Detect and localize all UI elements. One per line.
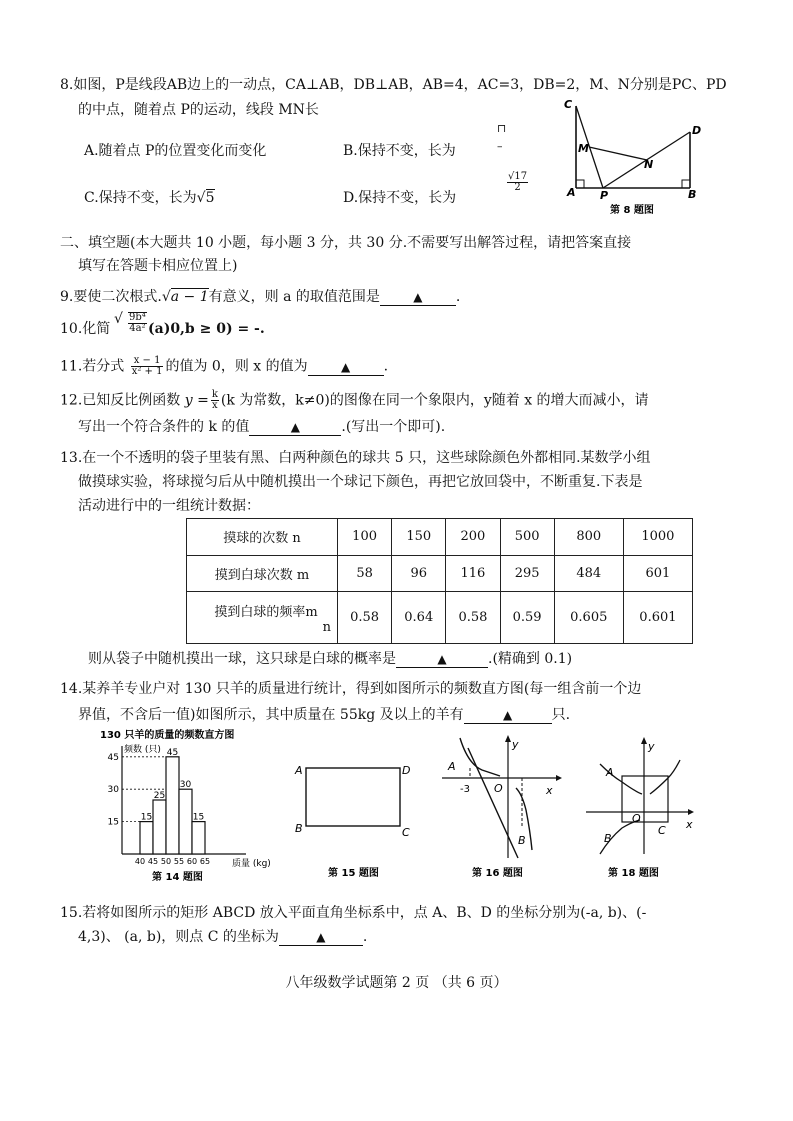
chart-ylabel: 频数 (只) bbox=[124, 745, 161, 755]
sqrt-symbol: √ bbox=[161, 289, 171, 305]
q15-answer-blank[interactable] bbox=[279, 929, 363, 946]
table-cell: 0.58 bbox=[446, 592, 500, 644]
sqrt-symbol: √ bbox=[196, 190, 206, 206]
table-row bbox=[187, 555, 693, 592]
fig8-label-d: D bbox=[692, 124, 702, 137]
q8-line1: 8.如图，P是线段AB边上的一动点，CA⊥AB，DB⊥AB，AB=4，AC=3，DB=2，M、N分别是PC、PD bbox=[60, 77, 727, 93]
q8-option-c bbox=[84, 189, 215, 207]
x-tick-label: 60 bbox=[186, 857, 198, 866]
section2-line2: 填写在答题卡相应位置上) bbox=[78, 258, 238, 274]
fig16-label-a: A bbox=[448, 760, 456, 773]
q8-option-a: A.随着点 P的位置变化而变化 bbox=[84, 143, 267, 159]
table-cell: 295 bbox=[500, 555, 554, 592]
bar-value-label: 25 bbox=[153, 791, 166, 801]
q9-answer-blank[interactable] bbox=[380, 289, 456, 306]
fig18-label-x: x bbox=[686, 818, 693, 831]
fig16-label-x: x bbox=[546, 784, 553, 797]
chart-bar bbox=[179, 789, 192, 854]
q14-end: 只. bbox=[551, 707, 571, 723]
table-cell: 58 bbox=[338, 555, 392, 592]
q13-line2: 做摸球实验，将球搅匀后从中随机摸出一个球记下颜色，再把它放回袋中，不断重复.下表是 bbox=[78, 474, 643, 490]
x-tick-label: 40 bbox=[134, 857, 146, 866]
q12-numerator: k bbox=[211, 389, 218, 400]
bar-value-label: 15 bbox=[192, 812, 205, 823]
q8-option-d: D.保持不变，长为 bbox=[343, 190, 457, 206]
x-tick-labels bbox=[135, 857, 210, 866]
fig15-label-a: A bbox=[295, 764, 303, 777]
q9-radicand: a − 1 bbox=[170, 289, 209, 305]
q11-answer-blank[interactable] bbox=[308, 359, 384, 376]
y-tick-label: 30 bbox=[107, 785, 119, 796]
q13-after-end: .(精确到 0.1) bbox=[488, 651, 573, 667]
fig16-label-o: O bbox=[494, 782, 503, 795]
table-cell: 150 bbox=[392, 519, 446, 556]
q14-line1: 14.某养羊专业户对 130 只羊的质量进行统计，得到如图所示的频数直方图(每一组含前一个边 bbox=[60, 681, 642, 697]
fig18-label-y: y bbox=[648, 740, 655, 753]
q12-line2-text: 写出一个符合条件的 k 的值 bbox=[78, 419, 250, 435]
q11-post: 的值为 0，则 x 的值为 bbox=[165, 358, 308, 375]
q15-line2-text: 4,3)、 (a, b)，则点 C 的坐标为 bbox=[78, 929, 279, 945]
blank-triangle-icon: ▲ bbox=[503, 708, 513, 722]
x-tick-label: 55 bbox=[173, 857, 185, 866]
q12-post: (k 为常数，k≠0)的图像在同一个象限内，y随着 x 的增大而减小，请 bbox=[220, 392, 649, 409]
fig16-label-y: y bbox=[512, 738, 519, 751]
fig8-label-p: P bbox=[600, 189, 609, 202]
table-row bbox=[187, 519, 693, 556]
y-tick-labels bbox=[108, 753, 120, 828]
blank-triangle-icon: ▲ bbox=[316, 930, 326, 944]
q12-line2 bbox=[78, 418, 445, 436]
fig15-label-d: D bbox=[402, 764, 411, 777]
fig18-label-o: O bbox=[632, 812, 641, 825]
q10-denominator: 4a² bbox=[129, 323, 146, 334]
q12-y: y = bbox=[184, 392, 209, 409]
blank-triangle-icon: ▲ bbox=[290, 420, 300, 434]
figure-15 bbox=[290, 760, 420, 884]
chart-bar bbox=[192, 822, 205, 854]
figure-8 bbox=[560, 96, 720, 218]
table-cell: 116 bbox=[446, 555, 500, 592]
fig8-label-m: M bbox=[578, 142, 589, 155]
q11 bbox=[60, 356, 388, 377]
table-row bbox=[187, 592, 693, 644]
fig15-label-b: B bbox=[295, 822, 303, 835]
fig15-label-c: C bbox=[402, 826, 410, 839]
table-cell: 0.605 bbox=[554, 592, 623, 644]
table-row-header: 摸球的次数 n bbox=[187, 519, 338, 556]
blank-triangle-icon: ▲ bbox=[341, 359, 351, 374]
x-tick-label: 45 bbox=[147, 857, 159, 866]
table-cell: 96 bbox=[392, 555, 446, 592]
q8-line2: 的中点，随着点 P的运动，线段 MN长 bbox=[78, 102, 319, 118]
table-row-header-bottom: n bbox=[322, 619, 331, 635]
q8-option-d-fraction bbox=[507, 172, 528, 193]
table-cell: 0.64 bbox=[392, 592, 446, 644]
q15-line2 bbox=[78, 928, 367, 946]
q13-line3: 活动进行中的一组统计数据： bbox=[78, 498, 260, 514]
table-cell: 500 bbox=[500, 519, 554, 556]
fig18-label-c: C bbox=[658, 824, 666, 837]
chart-bar bbox=[166, 757, 179, 854]
table-cell: 0.59 bbox=[500, 592, 554, 644]
figure-14-histogram bbox=[96, 726, 286, 886]
section2-line1: 二、填空题(本大题共 10 小题，每小题 3 分，共 30 分.不需要写出解答过程，请把答案直接 bbox=[60, 235, 632, 251]
fig8-label-c: C bbox=[564, 98, 573, 111]
q8-option-d-denominator: 2 bbox=[514, 182, 521, 193]
figure-16 bbox=[438, 730, 568, 884]
q14-line2-text: 界值，不含后一值)如图所示，其中质量在 55kg 及以上的羊有 bbox=[78, 707, 464, 723]
fig16-label-minus3: -3 bbox=[460, 784, 470, 795]
q9-post: 有意义，则 a 的取值范围是 bbox=[208, 289, 380, 305]
page-footer: 八年级数学试题第 2 页 （共 6 页） bbox=[285, 975, 508, 991]
table-cell: 200 bbox=[446, 519, 500, 556]
q14-line2 bbox=[78, 706, 570, 724]
figure-18 bbox=[582, 730, 706, 884]
bar-value-label: 45 bbox=[166, 747, 179, 758]
q8-option-b-glyph: ⊓ bbox=[497, 122, 507, 135]
table-cell: 800 bbox=[554, 519, 623, 556]
fig18-label-a: A bbox=[606, 766, 614, 779]
q9-pre: 9.要使二次根式. bbox=[60, 289, 162, 305]
fig16-label-b: B bbox=[518, 834, 526, 847]
table-cell: 601 bbox=[623, 555, 692, 592]
table-cell: 0.58 bbox=[338, 592, 392, 644]
bar-value-label: 15 bbox=[140, 812, 153, 823]
table-cell: 484 bbox=[554, 555, 623, 592]
fig8-label-b: B bbox=[688, 188, 697, 201]
x-tick-label: 50 bbox=[160, 857, 172, 866]
q8-option-c-radicand: 5 bbox=[205, 190, 215, 206]
q12-fraction bbox=[211, 390, 219, 411]
q13-frequency-table bbox=[186, 518, 693, 644]
q8-option-c-text: C.保持不变，长为 bbox=[84, 190, 197, 206]
fig18-caption: 第 18 题图 bbox=[608, 868, 659, 879]
chart-bars bbox=[140, 748, 205, 854]
blank-triangle-icon: ▲ bbox=[413, 290, 423, 304]
q14-answer-blank[interactable] bbox=[464, 707, 552, 724]
q8-option-d-numerator: √17 bbox=[508, 171, 528, 182]
x-tick-label: 65 bbox=[199, 857, 211, 866]
q11-pre: 11.若分式 bbox=[60, 358, 125, 375]
q11-numerator: x − 1 bbox=[131, 356, 164, 367]
q12-pre: 12.已知反比例函数 bbox=[60, 392, 181, 409]
q12-end: .(写出一个即可). bbox=[341, 419, 446, 435]
y-tick-label: 45 bbox=[107, 752, 119, 763]
table-cell: 100 bbox=[338, 519, 392, 556]
fig15-caption: 第 15 题图 bbox=[328, 868, 379, 879]
bar-value-label: 30 bbox=[179, 780, 192, 791]
q10-condition: (a)0,b ≥ 0) = -. bbox=[148, 321, 265, 337]
q11-end: . bbox=[383, 358, 389, 375]
chart-bar bbox=[140, 822, 153, 854]
fig14-caption: 第 14 题图 bbox=[152, 872, 203, 883]
q13-after bbox=[88, 650, 572, 668]
chart-xlabel: 质量 (kg) bbox=[232, 859, 271, 869]
chart-title: 130 只羊的质量的频数直方图 bbox=[100, 730, 235, 741]
table-row-header bbox=[187, 592, 338, 644]
fig8-label-a: A bbox=[567, 186, 576, 199]
table-cell: 1000 bbox=[623, 519, 692, 556]
q12-line1 bbox=[60, 390, 649, 411]
table-cell: 0.601 bbox=[623, 592, 692, 644]
table-row-header-top: 摸到白球的频率m bbox=[214, 604, 318, 620]
fig16-caption: 第 16 题图 bbox=[472, 868, 523, 879]
chart-bar bbox=[153, 800, 166, 854]
q15-end: . bbox=[362, 929, 368, 945]
q11-fraction bbox=[131, 356, 164, 377]
blank-triangle-icon: ▲ bbox=[437, 652, 447, 666]
table-row-header: 摸到白球次数 m bbox=[187, 555, 338, 592]
q8-option-b: B.保持不变，长为 bbox=[343, 143, 456, 159]
fig18-label-b: B bbox=[604, 832, 612, 845]
q12-denominator: x bbox=[212, 400, 218, 411]
q11-denominator: x² + 1 bbox=[131, 366, 163, 377]
q13-line1: 13.在一个不透明的袋子里装有黑、白两种颜色的球共 5 只，这些球除颜色外都相同.某数学小组 bbox=[60, 450, 651, 466]
q13-answer-blank[interactable] bbox=[396, 651, 488, 668]
q13-after-text: 则从袋子中随机摸出一球，这只球是白球的概率是 bbox=[88, 651, 396, 667]
q15-line1: 15.若将如图所示的矩形 ABCD 放入平面直角坐标系中，点 A、B、D 的坐标分别为(-a, b)、(- bbox=[60, 905, 647, 921]
y-tick-label: 15 bbox=[107, 817, 119, 828]
q9-end: . bbox=[455, 289, 461, 305]
fig8-caption: 第 8 题图 bbox=[610, 205, 654, 216]
q12-answer-blank[interactable] bbox=[249, 419, 341, 436]
q9 bbox=[60, 288, 460, 306]
q10-numerator: 9b⁴ bbox=[129, 312, 146, 323]
q8-option-b-dash: – bbox=[497, 140, 503, 153]
fig8-label-n: N bbox=[644, 158, 654, 171]
q10-sqrt-symbol: √ bbox=[114, 311, 123, 327]
q10-fraction bbox=[128, 312, 147, 334]
q10-pre: 10.化简 bbox=[60, 321, 111, 337]
